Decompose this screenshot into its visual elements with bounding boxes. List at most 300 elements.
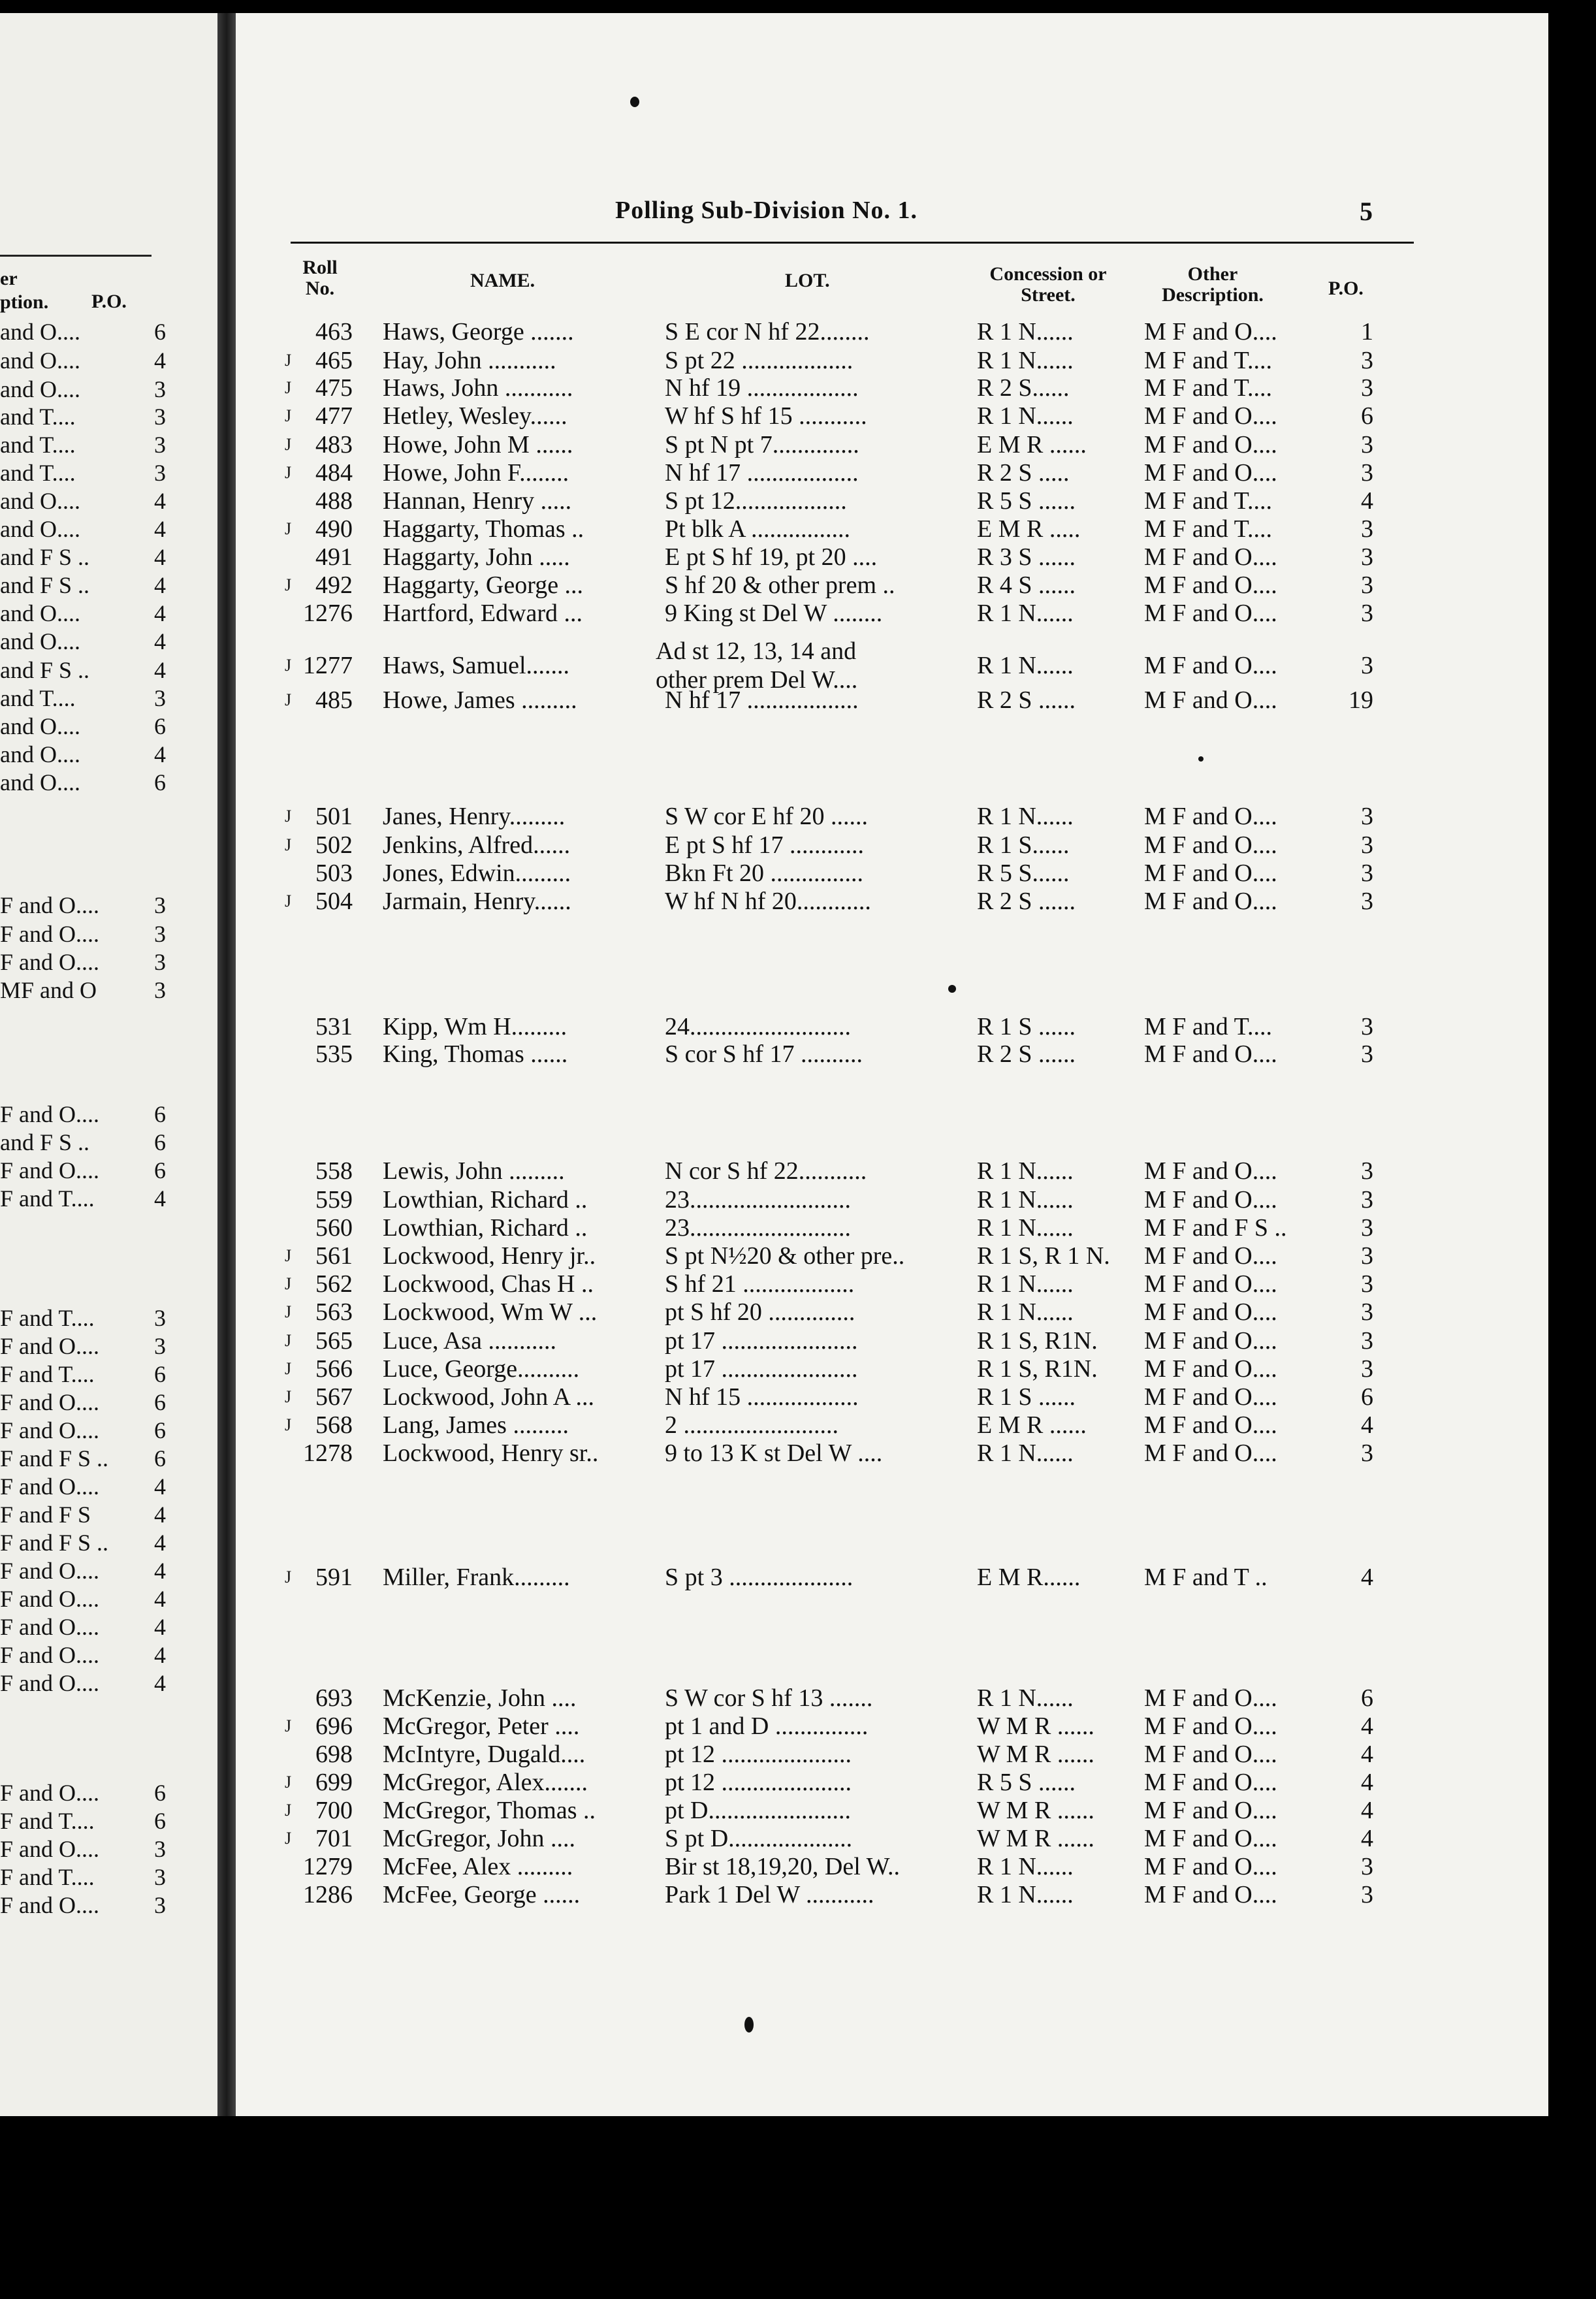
post-office: 6: [1361, 1684, 1373, 1712]
left-row-po: 4: [154, 1642, 166, 1668]
lot-description: pt 1 and D ...............: [665, 1712, 869, 1740]
left-header-po: P.O.: [91, 291, 127, 312]
voter-row: [0, 1383, 1596, 1411]
voter-row: [0, 887, 1596, 916]
voter-name: Jones, Edwin.........: [383, 860, 571, 887]
concession: R 1 S ......: [977, 1013, 1076, 1040]
concession: R 1 N......: [977, 402, 1074, 430]
voter-row: [0, 1880, 1596, 1909]
other-description: M F and O....: [1144, 1270, 1277, 1298]
left-row-po: 6: [154, 1780, 166, 1806]
left-row-text: and O....: [0, 741, 80, 767]
other-description: M F and O....: [1144, 1741, 1277, 1768]
header-rule: [291, 242, 1414, 244]
lot-description: 9 King st Del W ........: [665, 600, 883, 627]
voter-name: Lockwood, Chas H ..: [383, 1270, 594, 1298]
lot-description: W hf N hf 20............: [665, 888, 871, 915]
left-row-text: F and F S: [0, 1502, 91, 1528]
post-office: 3: [1361, 374, 1373, 402]
roll-number: 563: [315, 1298, 353, 1326]
roll-number: 484: [315, 459, 353, 487]
voter-row: [0, 1270, 1596, 1298]
left-row-po: 6: [154, 1157, 166, 1183]
running-head: Polling Sub-Division No. 1.: [615, 197, 918, 224]
concession: R 1 S......: [977, 831, 1070, 859]
concession: W M R ......: [977, 1712, 1094, 1740]
left-row-po: 3: [154, 1836, 166, 1862]
concession: W M R ......: [977, 1741, 1094, 1768]
voter-row: [0, 1326, 1596, 1355]
voter-name: Luce, Asa ...........: [383, 1327, 556, 1355]
left-row-po: 3: [154, 685, 166, 711]
other-description: M F and O....: [1144, 459, 1277, 487]
juror-mark: J: [285, 807, 292, 826]
left-row-po: 3: [154, 892, 166, 918]
voter-row: [0, 346, 1596, 375]
other-description: M F and O....: [1144, 1439, 1277, 1467]
other-description: M F and O....: [1144, 1881, 1277, 1908]
roll-number: 693: [315, 1684, 353, 1712]
lot-description: pt 17 ......................: [665, 1355, 858, 1383]
left-row-po: 3: [154, 1333, 166, 1359]
juror-mark: J: [285, 463, 292, 482]
other-description: M F and O....: [1144, 1186, 1277, 1214]
juror-mark: J: [285, 1302, 292, 1321]
left-row-po: 4: [154, 488, 166, 514]
left-row-text: F and O....: [0, 1417, 99, 1443]
left-row-po: 4: [154, 1185, 166, 1212]
concession: R 1 N......: [977, 803, 1074, 830]
roll-number: 1279: [303, 1853, 353, 1880]
other-description: M F and T....: [1144, 515, 1272, 543]
voter-row: [0, 1185, 1596, 1214]
roll-number: 696: [315, 1712, 353, 1740]
lot-description: W hf S hf 15 ...........: [665, 402, 867, 430]
left-row-text: and F S ..: [0, 572, 90, 598]
left-row-po: 6: [154, 1129, 166, 1155]
left-row-text: F and O....: [0, 1333, 99, 1359]
left-row-text: MF and O: [0, 977, 97, 1003]
post-office: 3: [1361, 1355, 1373, 1383]
roll-number: 565: [315, 1327, 353, 1355]
roll-number: 483: [315, 431, 353, 458]
left-row: [0, 1500, 225, 1529]
juror-mark: J: [285, 406, 292, 425]
left-row-text: and T....: [0, 460, 76, 486]
voter-name: McFee, Alex .........: [383, 1853, 573, 1880]
other-description: M F and O....: [1144, 1712, 1277, 1740]
col-header-name: NAME.: [470, 270, 535, 291]
other-description: M F and O....: [1144, 1355, 1277, 1383]
left-row-po: 4: [154, 544, 166, 570]
voter-name: Lockwood, Henry jr..: [383, 1242, 596, 1270]
ink-speck: [948, 985, 956, 993]
scan-border: [0, 2116, 1596, 2299]
lot-description: S pt 22 ..................: [665, 347, 854, 374]
voter-name: McGregor, Alex.......: [383, 1769, 588, 1796]
roll-number: 502: [315, 831, 353, 859]
roll-number: 491: [315, 543, 353, 571]
left-row-text: F and O....: [0, 1670, 99, 1696]
voter-row: [0, 802, 1596, 831]
col-header-lot: LOT.: [785, 270, 830, 291]
other-description: M F and O....: [1144, 600, 1277, 627]
concession: R 1 N......: [977, 1853, 1074, 1880]
voter-row: [0, 1439, 1596, 1468]
left-row-text: F and T....: [0, 1808, 95, 1834]
lot-description: Bkn Ft 20 ...............: [665, 860, 864, 887]
left-row-po: 3: [154, 376, 166, 402]
voter-row: [0, 543, 1596, 571]
other-description: M F and T....: [1144, 1013, 1272, 1040]
juror-mark: J: [285, 435, 292, 454]
other-description: M F and T....: [1144, 347, 1272, 374]
left-header-rule: [0, 255, 152, 257]
left-row-text: F and O....: [0, 1389, 99, 1415]
lot-description: S pt 3 ....................: [665, 1564, 854, 1591]
left-row-text: and O....: [0, 376, 80, 402]
lot-description: pt 12 .....................: [665, 1741, 852, 1768]
left-row-text: F and O....: [0, 1473, 99, 1500]
other-description: M F and O....: [1144, 1327, 1277, 1355]
concession: E M R .....: [977, 515, 1081, 543]
lot-description: S W cor E hf 20 ......: [665, 803, 869, 830]
left-row-po: 4: [154, 1473, 166, 1500]
post-office: 3: [1361, 860, 1373, 887]
left-row-po: 4: [154, 1558, 166, 1584]
concession: R 1 N......: [977, 1214, 1074, 1242]
left-row-po: 4: [154, 657, 166, 683]
voter-name: Miller, Frank.........: [383, 1564, 570, 1591]
left-row-po: 3: [154, 949, 166, 975]
lot-description: Pt blk A ................: [665, 515, 850, 543]
roll-number: 559: [315, 1186, 353, 1214]
post-office: 4: [1361, 1411, 1373, 1439]
ink-speck: [744, 2017, 754, 2033]
roll-number: 465: [315, 347, 353, 374]
other-description: M F and O....: [1144, 1242, 1277, 1270]
roll-number: 1278: [303, 1439, 353, 1467]
left-row-text: and T....: [0, 432, 76, 458]
lot-description: 23..........................: [665, 1214, 851, 1242]
other-description: M F and T....: [1144, 487, 1272, 515]
concession: R 1 S, R1N.: [977, 1327, 1098, 1355]
other-description: M F and T ..: [1144, 1564, 1268, 1591]
left-row-po: 6: [154, 1361, 166, 1387]
concession: R 1 N......: [977, 1684, 1074, 1712]
left-row-po: 4: [154, 1502, 166, 1528]
post-office: 3: [1361, 1298, 1373, 1326]
voter-name: Jenkins, Alfred......: [383, 831, 571, 859]
left-row-po: 6: [154, 319, 166, 345]
voter-name: King, Thomas ......: [383, 1040, 568, 1068]
voter-name: Howe, John M ......: [383, 431, 573, 458]
lot-description: S pt N pt 7..............: [665, 431, 859, 458]
roll-number: 488: [315, 487, 353, 515]
left-row-po: 4: [154, 516, 166, 542]
concession: R 1 N......: [977, 1157, 1074, 1185]
post-office: 4: [1361, 487, 1373, 515]
lot-description: pt 12 .....................: [665, 1769, 852, 1796]
page-number: 5: [1360, 197, 1373, 226]
roll-number: 501: [315, 803, 353, 830]
left-row-po: 4: [154, 600, 166, 626]
post-office: 3: [1361, 347, 1373, 374]
left-row-text: and T....: [0, 685, 76, 711]
left-row-text: and O....: [0, 347, 80, 374]
voter-row: [0, 1796, 1596, 1825]
roll-number: 591: [315, 1564, 353, 1591]
voter-row: [0, 1712, 1596, 1741]
left-row-text: F and O....: [0, 1614, 99, 1640]
lot-description: S cor S hf 17 ..........: [665, 1040, 863, 1068]
voter-row: [0, 859, 1596, 888]
concession: R 5 S ......: [977, 487, 1076, 515]
lot-description: Ad st 12, 13, 14 and: [656, 637, 857, 665]
roll-number: 1276: [303, 600, 353, 627]
left-row-text: and O....: [0, 628, 80, 654]
post-office: 3: [1361, 543, 1373, 571]
concession: E M R......: [977, 1564, 1081, 1591]
juror-mark: J: [285, 1246, 292, 1265]
roll-number: 558: [315, 1157, 353, 1185]
voter-name: McKenzie, John ....: [383, 1684, 577, 1712]
post-office: 3: [1361, 1327, 1373, 1355]
other-description: M F and O....: [1144, 1157, 1277, 1185]
post-office: 6: [1361, 1383, 1373, 1411]
concession: R 1 S, R1N.: [977, 1355, 1098, 1383]
left-row-text: F and T....: [0, 1305, 95, 1331]
left-row-po: 4: [154, 628, 166, 654]
voter-row: [0, 599, 1596, 628]
left-row: [0, 740, 225, 769]
roll-number: 561: [315, 1242, 353, 1270]
post-office: 3: [1361, 1881, 1373, 1908]
other-description: M F and O....: [1144, 1853, 1277, 1880]
col-header-other: Other Description.: [1162, 263, 1264, 306]
left-row-po: 4: [154, 1614, 166, 1640]
other-description: M F and O....: [1144, 1797, 1277, 1824]
voter-name: Lockwood, John A ...: [383, 1383, 595, 1411]
left-row-text: F and O....: [0, 949, 99, 975]
voter-row: [0, 1012, 1596, 1041]
juror-mark: J: [285, 690, 292, 709]
voter-name: Kipp, Wm H.........: [383, 1013, 567, 1040]
post-office: 3: [1361, 600, 1373, 627]
other-description: M F and O....: [1144, 1769, 1277, 1796]
juror-mark: J: [285, 1387, 292, 1406]
left-row-text: F and T....: [0, 1361, 95, 1387]
left-row: [0, 1472, 225, 1501]
left-row-po: 3: [154, 1892, 166, 1918]
lot-description-cont: other prem Del W....: [656, 666, 858, 694]
left-row-text: F and O....: [0, 892, 99, 918]
left-row-po: 6: [154, 1389, 166, 1415]
concession: R 4 S ......: [977, 571, 1076, 599]
left-row-po: 3: [154, 977, 166, 1003]
left-row-po: 3: [154, 1864, 166, 1890]
juror-mark: J: [285, 1331, 292, 1350]
roll-number: 503: [315, 860, 353, 887]
juror-mark: J: [285, 378, 292, 397]
juror-mark: J: [285, 892, 292, 910]
post-office: 3: [1361, 803, 1373, 830]
left-row-text: and O....: [0, 319, 80, 345]
juror-mark: J: [285, 1773, 292, 1792]
voter-row: [0, 686, 1596, 715]
voter-name: Lockwood, Henry sr..: [383, 1439, 599, 1467]
left-row-text: and O....: [0, 713, 80, 739]
roll-number: 698: [315, 1741, 353, 1768]
left-row-text: F and O....: [0, 1836, 99, 1862]
left-row: [0, 948, 225, 976]
voter-row: [0, 487, 1596, 515]
lot-description: S W cor S hf 13 .......: [665, 1684, 873, 1712]
left-row-text: F and T....: [0, 1185, 95, 1212]
other-description: M F and O....: [1144, 888, 1277, 915]
roll-number: 562: [315, 1270, 353, 1298]
left-row-po: 6: [154, 1445, 166, 1471]
concession: R 5 S......: [977, 860, 1070, 887]
post-office: 6: [1361, 402, 1373, 430]
voter-name: McGregor, Peter ....: [383, 1712, 580, 1740]
left-row-text: F and O....: [0, 1558, 99, 1584]
post-office: 3: [1361, 515, 1373, 543]
left-row-po: 3: [154, 404, 166, 430]
left-row-text: F and O....: [0, 1642, 99, 1668]
roll-number: 700: [315, 1797, 353, 1824]
left-row-text: and T....: [0, 404, 76, 430]
roll-number: 699: [315, 1769, 353, 1796]
voter-row: [0, 1214, 1596, 1242]
concession: R 2 S ......: [977, 888, 1076, 915]
post-office: 3: [1361, 571, 1373, 599]
juror-mark: J: [285, 1801, 292, 1820]
other-description: M F and F S ..: [1144, 1214, 1287, 1242]
voter-row: [0, 1824, 1596, 1853]
concession: R 1 N......: [977, 1881, 1074, 1908]
voter-row: [0, 1355, 1596, 1383]
voter-name: Jarmain, Henry......: [383, 888, 571, 915]
voter-name: Lewis, John .........: [383, 1157, 565, 1185]
voter-row: [0, 317, 1596, 346]
other-description: M F and O....: [1144, 1383, 1277, 1411]
voter-row: [0, 831, 1596, 860]
concession: R 5 S ......: [977, 1769, 1076, 1796]
roll-number: 567: [315, 1383, 353, 1411]
left-row-text: F and O....: [0, 1780, 99, 1806]
voter-row: [0, 1040, 1596, 1069]
voter-name: Lowthian, Richard ..: [383, 1214, 588, 1242]
left-row-text: F and O....: [0, 1892, 99, 1918]
post-office: 19: [1349, 686, 1373, 714]
concession: E M R ......: [977, 431, 1087, 458]
concession: R 1 N......: [977, 347, 1074, 374]
voter-name: Haggarty, Thomas ..: [383, 515, 584, 543]
left-row-po: 3: [154, 460, 166, 486]
other-description: M F and O....: [1144, 652, 1277, 679]
roll-number: 463: [315, 318, 353, 346]
juror-mark: J: [285, 835, 292, 854]
lot-description: 9 to 13 K st Del W ....: [665, 1439, 883, 1467]
post-office: 3: [1361, 431, 1373, 458]
other-description: M F and O....: [1144, 543, 1277, 571]
concession: R 1 S ......: [977, 1383, 1076, 1411]
lot-description: 23..........................: [665, 1186, 851, 1214]
concession: R 1 N......: [977, 1298, 1074, 1326]
other-description: M F and O....: [1144, 402, 1277, 430]
post-office: 3: [1361, 1013, 1373, 1040]
lot-description: S hf 21 ..................: [665, 1270, 855, 1298]
voter-name: Luce, George..........: [383, 1355, 580, 1383]
other-description: M F and O....: [1144, 1825, 1277, 1852]
voter-row: [0, 430, 1596, 459]
lot-description: pt D.......................: [665, 1797, 851, 1824]
lot-description: N hf 17 ..................: [665, 459, 859, 487]
lot-description: S hf 20 & other prem ..: [665, 571, 895, 599]
roll-number: 701: [315, 1825, 353, 1852]
other-description: M F and O....: [1144, 431, 1277, 458]
left-row-text: and F S ..: [0, 657, 90, 683]
left-row-po: 3: [154, 432, 166, 458]
lot-description: E pt S hf 17 ............: [665, 831, 865, 859]
lot-description: N hf 15 ..................: [665, 1383, 859, 1411]
left-row-po: 6: [154, 713, 166, 739]
col-header-po: P.O.: [1328, 278, 1364, 299]
roll-number: 568: [315, 1411, 353, 1439]
ink-speck: [630, 97, 639, 107]
left-row-po: 4: [154, 572, 166, 598]
other-description: M F and O....: [1144, 686, 1277, 714]
lot-description: pt 17 ......................: [665, 1327, 858, 1355]
concession: R 2 S ......: [977, 686, 1076, 714]
lot-description: S pt D....................: [665, 1825, 853, 1852]
concession: R 1 S, R 1 N.: [977, 1242, 1110, 1270]
juror-mark: J: [285, 1568, 292, 1586]
other-description: M F and O....: [1144, 831, 1277, 859]
voter-row: [0, 1563, 1596, 1592]
voter-row: [0, 1157, 1596, 1185]
left-row-text: F and O....: [0, 1586, 99, 1612]
left-row: [0, 920, 225, 948]
voter-name: McGregor, John ....: [383, 1825, 576, 1852]
lot-description: N hf 17 ..................: [665, 686, 859, 714]
left-row-po: 6: [154, 1808, 166, 1834]
post-office: 3: [1361, 888, 1373, 915]
post-office: 4: [1361, 1769, 1373, 1796]
concession: R 2 S ......: [977, 1040, 1076, 1068]
left-row-po: 4: [154, 347, 166, 374]
lot-description: S pt 12..................: [665, 487, 847, 515]
post-office: 3: [1361, 1186, 1373, 1214]
left-row: [0, 1100, 225, 1129]
other-description: M F and O....: [1144, 1040, 1277, 1068]
concession: E M R ......: [977, 1411, 1087, 1439]
post-office: 3: [1361, 1853, 1373, 1880]
left-row-po: 3: [154, 1305, 166, 1331]
left-row: [0, 1641, 225, 1669]
left-row-text: and O....: [0, 516, 80, 542]
voter-row: [0, 1411, 1596, 1439]
left-row-text: and O....: [0, 600, 80, 626]
juror-mark: J: [285, 519, 292, 538]
lot-description: 2 .........................: [665, 1411, 838, 1439]
voter-row: [0, 374, 1596, 402]
other-description: M F and O....: [1144, 1298, 1277, 1326]
post-office: 3: [1361, 1242, 1373, 1270]
left-row-text: F and F S ..: [0, 1445, 109, 1471]
voter-name: Haws, John ...........: [383, 374, 573, 402]
